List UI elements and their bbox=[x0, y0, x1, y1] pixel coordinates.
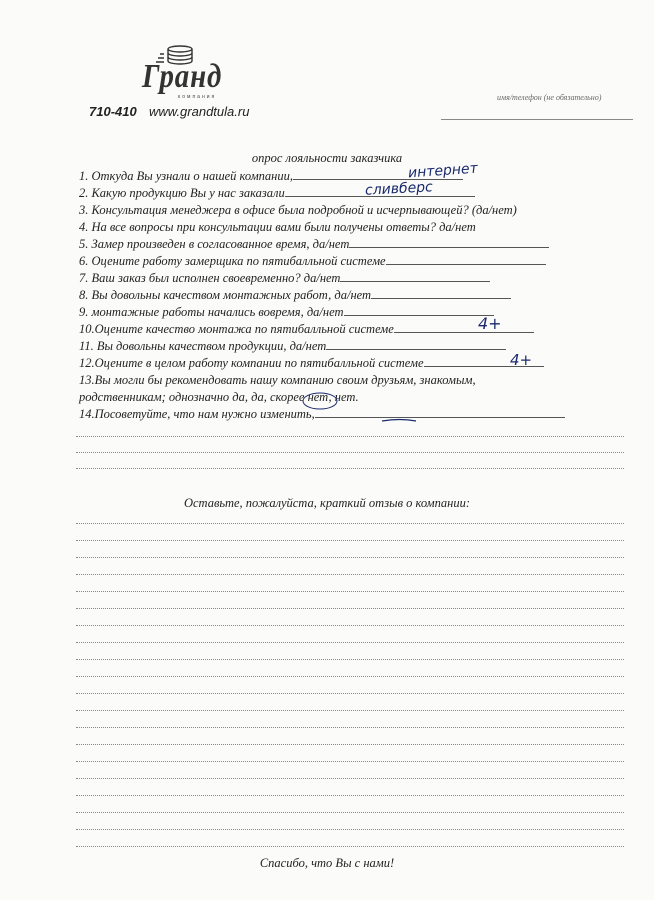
company-phone: 710-410 bbox=[89, 104, 137, 119]
question-2-text: 2. Какую продукцию Вы у нас заказали bbox=[79, 186, 285, 200]
feedback-line[interactable] bbox=[76, 591, 624, 592]
question-13-options-text: родственникам; однозначно да, да, скорее нет, нет. bbox=[79, 390, 359, 404]
feedback-title: Оставьте, пожалуйста, краткий отзыв о компании: bbox=[183, 496, 471, 510]
company-website[interactable]: www.grandtula.ru bbox=[149, 104, 250, 119]
question-14-text: 14.Посоветуйте, что нам нужно изменить, bbox=[79, 407, 315, 421]
answer-14-line[interactable] bbox=[76, 468, 624, 469]
feedback-line[interactable] bbox=[76, 710, 624, 711]
feedback-line[interactable] bbox=[76, 574, 624, 575]
feedback-line[interactable] bbox=[76, 778, 624, 779]
feedback-line[interactable] bbox=[76, 727, 624, 728]
survey-title: опрос лояльности заказчика bbox=[251, 151, 403, 165]
question-4 bbox=[79, 220, 476, 235]
question-3 bbox=[79, 203, 517, 218]
feedback-line[interactable] bbox=[76, 846, 624, 847]
feedback-line[interactable] bbox=[76, 642, 624, 643]
question-8-text: 8. Вы довольны качеством монтажных работ, да/нет bbox=[79, 288, 372, 302]
answer-12-handwriting: 4+ bbox=[510, 351, 533, 369]
answer-14-dash-icon bbox=[380, 416, 420, 426]
question-6 bbox=[79, 254, 546, 269]
answer-8-field[interactable] bbox=[371, 288, 511, 299]
question-11 bbox=[79, 339, 506, 354]
feedback-line[interactable] bbox=[76, 625, 624, 626]
question-8 bbox=[79, 288, 511, 303]
question-10-text: 10.Оцените качество монтажа по пятибалльной системе bbox=[79, 322, 394, 336]
feedback-line[interactable] bbox=[76, 557, 624, 558]
answer-7-field[interactable] bbox=[340, 271, 490, 282]
answer-10-field[interactable] bbox=[394, 322, 534, 333]
question-13 bbox=[79, 373, 476, 388]
question-5-text: 5. Замер произведен в согласованное время, да/нет bbox=[79, 237, 350, 251]
logo-wordmark: Гранд bbox=[142, 58, 223, 95]
question-5 bbox=[79, 237, 549, 252]
feedback-line[interactable] bbox=[76, 795, 624, 796]
question-3-text: 3. Консультация менеджера в офисе была подробной и исчерпывающей? (да/нет) bbox=[79, 203, 517, 217]
feedback-line[interactable] bbox=[76, 540, 624, 541]
name-phone-field[interactable] bbox=[441, 119, 633, 120]
question-6-text: 6. Оцените работу замерщика по пятибалльной системе bbox=[79, 254, 386, 268]
question-10 bbox=[79, 322, 534, 337]
question-9-text: 9. монтажные работы начались вовремя, да/нет bbox=[79, 305, 344, 319]
answer-14-line[interactable] bbox=[76, 452, 624, 453]
answer-14-field[interactable] bbox=[315, 407, 565, 418]
question-7-text: 7. Ваш заказ был исполнен своевременно? да/нет bbox=[79, 271, 341, 285]
feedback-line[interactable] bbox=[76, 812, 624, 813]
question-1-text: 1. Откуда Вы узнали о нашей компании, bbox=[79, 169, 294, 183]
question-7 bbox=[79, 271, 490, 286]
feedback-line[interactable] bbox=[76, 659, 624, 660]
answer-1-handwriting: интернет bbox=[407, 160, 479, 182]
feedback-line[interactable] bbox=[76, 761, 624, 762]
name-phone-label: имя/телефон (не обязательно) bbox=[497, 93, 602, 102]
answer-2-handwriting: сливберс bbox=[364, 179, 434, 199]
logo-subtitle: компания bbox=[178, 94, 217, 100]
answer-14-line[interactable] bbox=[76, 436, 624, 437]
feedback-line[interactable] bbox=[76, 829, 624, 830]
answer-10-handwriting: 4+ bbox=[478, 314, 502, 333]
question-12-text: 12.Оцените в целом работу компании по пятибалльной системе bbox=[79, 356, 424, 370]
question-9 bbox=[79, 305, 494, 320]
question-13-text: 13.Вы могли бы рекомендовать нашу компанию своим друзьям, знакомым, bbox=[79, 373, 476, 387]
feedback-line[interactable] bbox=[76, 676, 624, 677]
feedback-line[interactable] bbox=[76, 693, 624, 694]
question-12 bbox=[79, 356, 544, 371]
answer-5-field[interactable] bbox=[349, 237, 549, 248]
feedback-line[interactable] bbox=[76, 523, 624, 524]
answer-11-field[interactable] bbox=[326, 339, 506, 350]
answer-9-field[interactable] bbox=[344, 305, 494, 316]
question-4-text: 4. На все вопросы при консультации вами были получены ответы? да/нет bbox=[79, 220, 476, 234]
question-14 bbox=[79, 407, 565, 422]
question-11-text: 11. Вы довольны качеством продукции, да/нет bbox=[79, 339, 327, 353]
thanks-text: Спасибо, что Вы с нами! bbox=[259, 856, 395, 870]
answer-6-field[interactable] bbox=[386, 254, 546, 265]
feedback-line[interactable] bbox=[76, 608, 624, 609]
feedback-line[interactable] bbox=[76, 744, 624, 745]
